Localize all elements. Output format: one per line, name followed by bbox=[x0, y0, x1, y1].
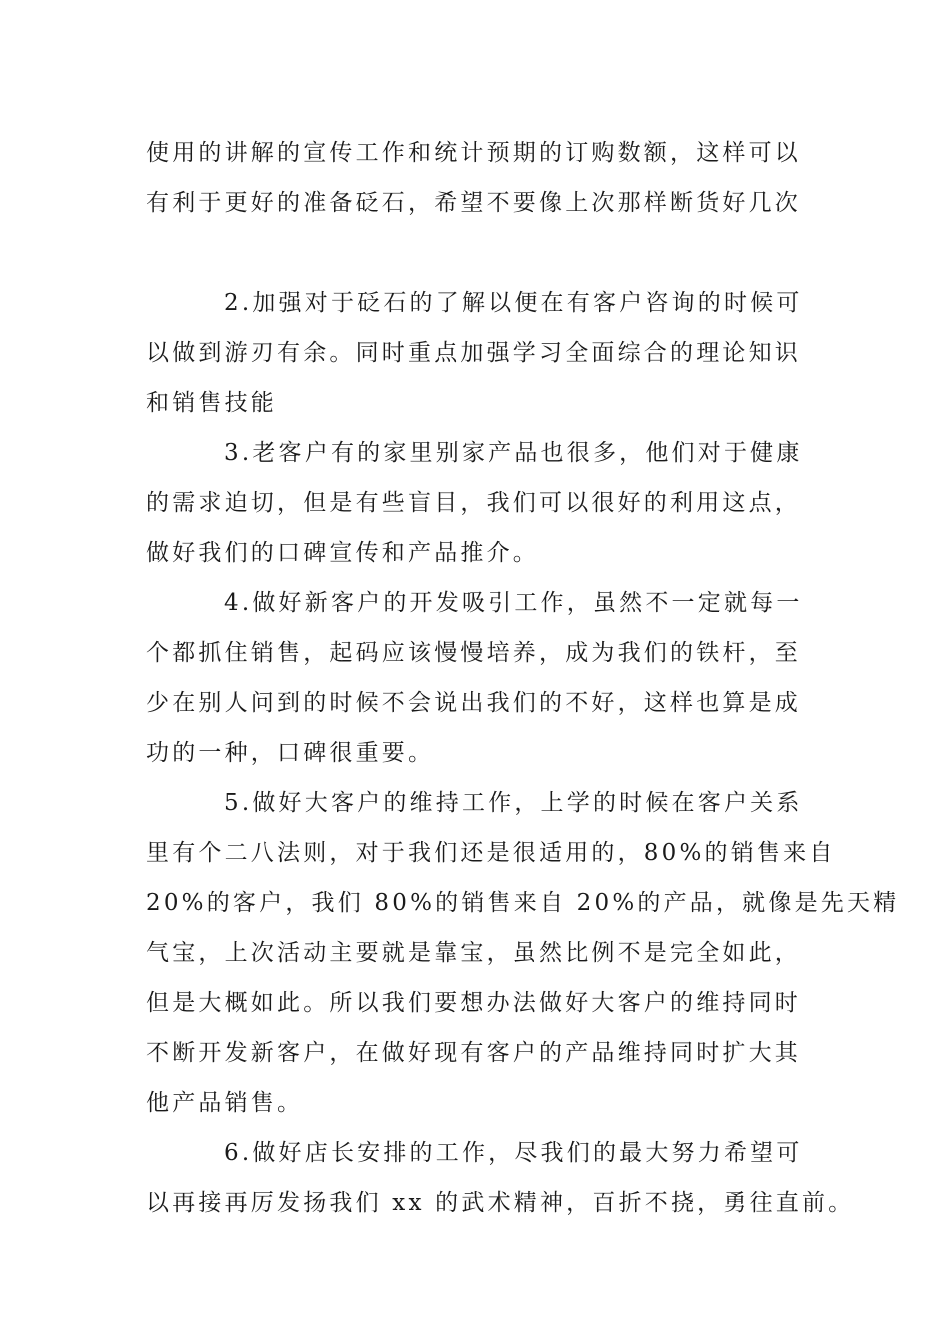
text-line: 20%的客户，我们 80%的销售来自 20%的产品，就像是先天精 bbox=[146, 890, 900, 916]
list-item-2-line: 2.加强对于砭石的了解以便在有客户咨询的时候可 bbox=[224, 290, 803, 316]
text-line: 少在别人问到的时候不会说出我们的不好，这样也算是成 bbox=[146, 690, 801, 716]
text-line: 他产品销售。 bbox=[146, 1090, 304, 1116]
list-item-3-line: 3.老客户有的家里别家产品也很多，他们对于健康 bbox=[224, 440, 803, 466]
text-line: 使用的讲解的宣传工作和统计预期的订购数额，这样可以 bbox=[146, 140, 801, 166]
text-line: 以再接再厉发扬我们 xx 的武术精神，百折不挠，勇往直前。 bbox=[146, 1190, 855, 1216]
text-line: 不断开发新客户，在做好现有客户的产品维持同时扩大其 bbox=[146, 1040, 801, 1066]
text-line: 气宝，上次活动主要就是靠宝，虽然比例不是完全如此， bbox=[146, 940, 801, 966]
list-item-6-line: 6.做好店长安排的工作，尽我们的最大努力希望可 bbox=[224, 1140, 803, 1166]
list-item-4-line: 4.做好新客户的开发吸引工作，虽然不一定就每一 bbox=[224, 590, 803, 616]
text-line: 以做到游刃有余。同时重点加强学习全面综合的理论知识 bbox=[146, 340, 801, 366]
text-line: 做好我们的口碑宣传和产品推介。 bbox=[146, 540, 539, 566]
text-line: 但是大概如此。所以我们要想办法做好大客户的维持同时 bbox=[146, 990, 801, 1016]
list-item-5-line: 5.做好大客户的维持工作，上学的时候在客户关系 bbox=[224, 790, 803, 816]
text-line: 功的一种，口碑很重要。 bbox=[146, 740, 435, 766]
text-line: 的需求迫切，但是有些盲目，我们可以很好的利用这点， bbox=[146, 490, 801, 516]
text-line: 里有个二八法则，对于我们还是很适用的，80%的销售来自 bbox=[146, 840, 836, 866]
text-line: 和销售技能 bbox=[146, 390, 277, 416]
text-line: 个都抓住销售，起码应该慢慢培养，成为我们的铁杆，至 bbox=[146, 640, 801, 666]
text-line: 有利于更好的准备砭石，希望不要像上次那样断货好几次 bbox=[146, 190, 801, 216]
